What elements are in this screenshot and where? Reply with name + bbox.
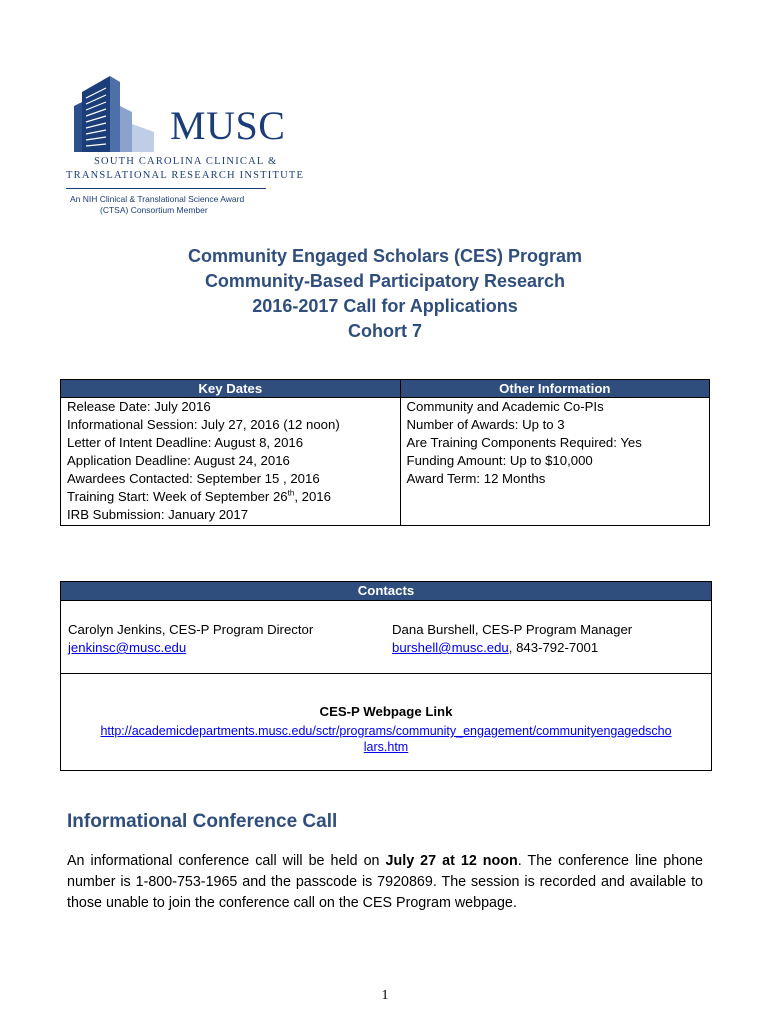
other-info-cell: Community and Academic Co-PIs (400, 398, 709, 417)
para-text-start: An informational conference call will be held on (67, 853, 386, 869)
table-row (61, 416, 710, 434)
contact-name: Dana Burshell, CES-P Program Manager (392, 622, 633, 637)
other-info-cell: Are Training Components Required: Yes (400, 434, 709, 452)
table-row (61, 506, 710, 526)
other-info-cell (400, 506, 709, 526)
table-row (61, 452, 710, 470)
section-paragraph (67, 851, 703, 914)
contact-director (68, 621, 313, 657)
webpage-url-line1 (61, 724, 711, 738)
other-info-cell: Number of Awards: Up to 3 (400, 416, 709, 434)
logo-subtitle-line2: TRANSLATIONAL RESEARCH INSTITUTE (66, 170, 305, 181)
key-date-cell: Application Deadline: August 24, 2016 (61, 452, 401, 470)
key-date-cell: IRB Submission: January 2017 (61, 506, 401, 526)
key-dates-table (60, 379, 710, 526)
contact-name: Carolyn Jenkins, CES-P Program Director (68, 622, 314, 637)
logo-wordmark: MUSC (170, 103, 286, 148)
key-date-cell (61, 488, 401, 506)
key-date-cell: Informational Session: July 27, 2016 (12 noon) (61, 416, 401, 434)
key-date-cell: Release Date: July 2016 (61, 398, 401, 417)
logo-subtitle-line1: SOUTH CAROLINA CLINICAL & (94, 156, 278, 167)
table-row (61, 434, 710, 452)
musc-logo (60, 72, 305, 222)
key-date-cell: Awardees Contacted: September 15 , 2016 (61, 470, 401, 488)
other-info-cell: Award Term: 12 Months (400, 470, 709, 488)
table-header-row (61, 380, 710, 398)
contact-manager (392, 621, 632, 657)
email-link-burshell[interactable]: burshell@musc.edu (392, 640, 509, 655)
webpage-link-label: CES-P Webpage Link (319, 704, 453, 719)
table-row (61, 488, 710, 506)
para-text-end: . The conference line phone number is 1-800-753-1965 and the passcode is 7920869. The session is recorded and available to those unable to join the conference call on the CES Program webpage. (67, 853, 703, 911)
logo-divider (66, 188, 266, 189)
other-info-header: Other Information (400, 380, 709, 398)
key-dates-header: Key Dates (61, 380, 401, 398)
webpage-link-cont[interactable]: lars.htm (363, 740, 409, 754)
title-line-1: Community Engaged Scholars (CES) Program (187, 246, 583, 266)
title-line-4: Cohort 7 (348, 321, 422, 341)
training-start-year: , 2016 (294, 489, 331, 504)
page-number: 1 (381, 988, 389, 1003)
contacts-table (60, 581, 712, 771)
other-info-cell (400, 488, 709, 506)
title-line-3: 2016-2017 Call for Applications (252, 296, 518, 316)
document-title (0, 244, 770, 344)
contacts-people-row (61, 601, 711, 674)
contacts-header: Contacts (61, 582, 711, 601)
logo-ctsa-line2: (CTSA) Consortium Member (100, 205, 208, 215)
webpage-link[interactable]: http://academicdepartments.musc.edu/sctr/programs/community_engagement/communityengagedscho (100, 724, 672, 738)
webpage-url-line2 (61, 740, 711, 754)
table-row (61, 470, 710, 488)
key-date-cell: Letter of Intent Deadline: August 8, 2016 (61, 434, 401, 452)
section-heading: Informational Conference Call (67, 811, 338, 832)
title-line-2: Community-Based Participatory Research (204, 271, 566, 291)
webpage-link-row (61, 674, 711, 770)
email-link-jenkinsc[interactable]: jenkinsc@musc.edu (68, 640, 187, 655)
logo-ctsa-line1: An NIH Clinical & Translational Science Award (70, 194, 245, 204)
other-info-cell: Funding Amount: Up to $10,000 (400, 452, 709, 470)
ordinal-suffix: th (287, 488, 295, 498)
building-icon (74, 72, 170, 162)
training-start-text: Training Start: Week of September 26 (67, 489, 288, 504)
table-row (61, 398, 710, 417)
contact-phone: , 843-792-7001 (508, 640, 599, 655)
para-bold-date: July 27 at 12 noon (385, 853, 518, 869)
